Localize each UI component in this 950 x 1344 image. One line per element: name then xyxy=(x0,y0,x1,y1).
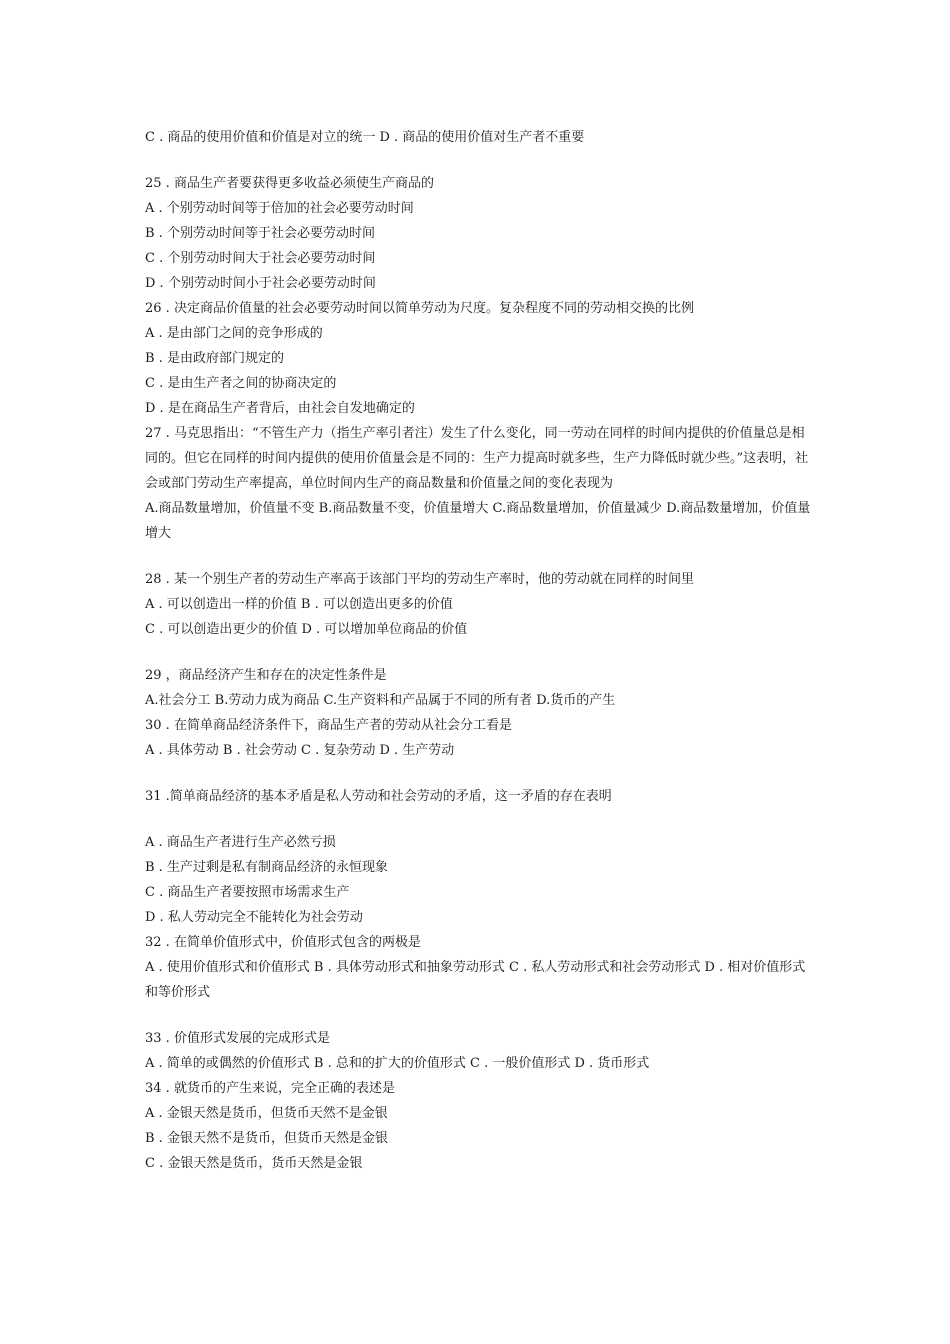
option-line: A . 商品生产者进行生产必然亏损 xyxy=(145,835,336,850)
option-line: D . 私人劳动完全不能转化为社会劳动 xyxy=(145,910,363,925)
option-line: C . 可以创造出更少的价值 D . 可以增加单位商品的价值 xyxy=(145,622,468,637)
option-line: A . 金银天然是货币，但货币天然不是金银 xyxy=(145,1106,388,1121)
option-line: D . 是在商品生产者背后，由社会自发地确定的 xyxy=(145,401,415,416)
option-line: B . 生产过剩是私有制商品经济的永恒现象 xyxy=(145,860,388,875)
option-line: A . 是由部门之间的竞争形成的 xyxy=(145,326,323,341)
question-25: 25 . 商品生产者要获得更多收益必须使生产商品的 xyxy=(145,176,434,191)
option-line: B . 个别劳动时间等于社会必要劳动时间 xyxy=(145,226,375,241)
question-27: 27 . 马克思指出：“不管生产力（指生产率引者注）发生了什么变化，同一劳动在同样的时间内提供的价值量总是相同的。但它在同样的时间内提供的使用价值量会是不同的：生产力提高时就多些，生产力降低时就少些。”这表明，社会或部门劳动生产率提高，单位时间内生产的商品数量和价值量之间的变化表现为 xyxy=(145,426,809,491)
option-line: A.商品数量增加，价值量不变 B.商品数量不变，价值量增大 C.商品数量增加，价值量减少 D.商品数量增加，价值量增大 xyxy=(145,501,811,541)
option-line: B . 金银天然不是货币，但货币天然是金银 xyxy=(145,1131,388,1146)
option-line: A . 具体劳动 B . 社会劳动 C . 复杂劳动 D . 生产劳动 xyxy=(145,743,455,758)
blank-gap xyxy=(145,1005,815,1026)
question-29: 29 ，商品经济产生和存在的决定性条件是 xyxy=(145,668,387,683)
question-31: 31 .简单商品经济的基本矛盾是私人劳动和社会劳动的矛盾，这一矛盾的存在表明 xyxy=(145,789,612,804)
document-body xyxy=(145,125,815,1176)
question-30: 30 . 在简单商品经济条件下，商品生产者的劳动从社会分工看是 xyxy=(145,718,512,733)
option-line: C . 金银天然是货币，货币天然是金银 xyxy=(145,1156,363,1171)
blank-gap xyxy=(145,809,815,830)
option-line: A . 个别劳动时间等于倍加的社会必要劳动时间 xyxy=(145,201,414,216)
option-line: A . 可以创造出一样的价值 B . 可以创造出更多的价值 xyxy=(145,597,453,612)
option-line: C . 商品生产者要按照市场需求生产 xyxy=(145,885,350,900)
question-28: 28 . 某一个别生产者的劳动生产率高于该部门平均的劳动生产率时，他的劳动就在同样的时间里 xyxy=(145,572,694,587)
option-line: A . 简单的或偶然的价值形式 B . 总和的扩大的价值形式 C . 一般价值形式 D . 货币形式 xyxy=(145,1056,650,1071)
question-26: 26 . 决定商品价值量的社会必要劳动时间以简单劳动为尺度。复杂程度不同的劳动相交换的比例 xyxy=(145,301,694,316)
option-line: C . 商品的使用价值和价值是对立的统一 D . 商品的使用价值对生产者不重要 xyxy=(145,130,585,145)
option-line: C . 是由生产者之间的协商决定的 xyxy=(145,376,337,391)
question-34: 34 . 就货币的产生来说，完全正确的表述是 xyxy=(145,1081,395,1096)
option-line: D . 个别劳动时间小于社会必要劳动时间 xyxy=(145,276,376,291)
blank-gap xyxy=(145,642,815,663)
option-line: C . 个别劳动时间大于社会必要劳动时间 xyxy=(145,251,376,266)
question-32: 32 . 在简单价值形式中，价值形式包含的两极是 xyxy=(145,935,421,950)
blank-gap xyxy=(145,546,815,567)
question-33: 33 . 价值形式发展的完成形式是 xyxy=(145,1031,330,1046)
option-line: B . 是由政府部门规定的 xyxy=(145,351,284,366)
option-line: A.社会分工 B.劳动力成为商品 C.生产资料和产品属于不同的所有者 D.货币的产生 xyxy=(145,693,616,708)
blank-gap xyxy=(145,150,815,171)
blank-gap xyxy=(145,763,815,784)
option-line: A . 使用价值形式和价值形式 B . 具体劳动形式和抽象劳动形式 C . 私人劳动形式和社会劳动形式 D . 相对价值形式和等价形式 xyxy=(145,960,806,1000)
